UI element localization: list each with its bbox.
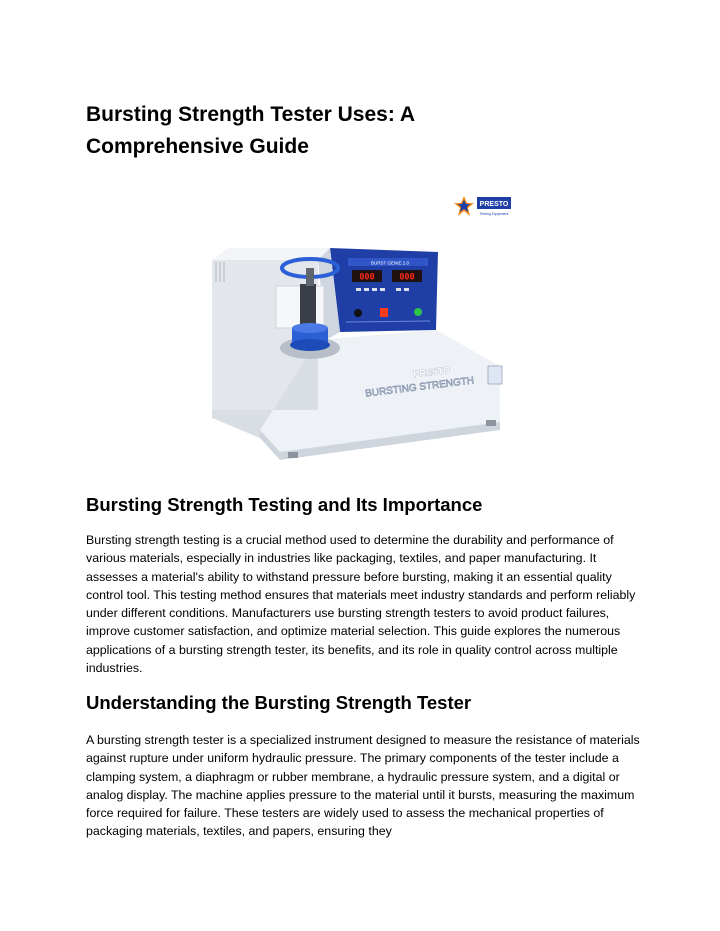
logo-tagline: Testing Equipment bbox=[479, 212, 509, 216]
section-body-understanding: A bursting strength tester is a specialized instrument designed to measure the resistance of materials against rupture under uniform hydraulic pressure. The primary components of the tester include a clamping system, a diaphragm or rubber membrane, a hydraulic pressure system, and a digital or analog display. The machine applies pressure to the material until it bursts, measuring the maximum force required for failure. These testers are widely used to assess the mechanical properties of packaging materials, textiles, and papers, ensuring they bbox=[86, 733, 640, 839]
product-figure bbox=[200, 190, 530, 460]
presto-logo bbox=[454, 196, 511, 216]
logo-brand: PRESTO bbox=[479, 201, 509, 208]
display-right: 000 bbox=[399, 272, 415, 283]
bursting-tester-image bbox=[200, 190, 530, 460]
display-left: 000 bbox=[359, 272, 375, 283]
page-title: Bursting Strength Tester Uses: A Comprehensive Guide bbox=[86, 103, 415, 158]
section-heading-importance: Bursting Strength Testing and Its Importance bbox=[86, 494, 483, 515]
section-heading-understanding: Understanding the Bursting Strength Tester bbox=[86, 692, 472, 713]
machine-brand: PRESTO bbox=[412, 364, 451, 380]
section-body-importance: Bursting strength testing is a crucial method used to determine the durability and performance of various materials, especially in industries like packaging, textiles, and paper manufacturing. It assesses a material's ability to withstand pressure before bursting, making it an essential quality control tool. This testing method ensures that materials meet industry standards and perform reliably under different conditions. Manufacturers use bursting strength testers to avoid product failures, improve customer satisfaction, and optimize material selection. This guide explores the numerous applications of a bursting strength tester, its benefits, and its role in quality control across multiple industries. bbox=[86, 533, 636, 676]
machine-model-label: BURSTING STRENGTH bbox=[364, 375, 475, 400]
machine-body bbox=[212, 248, 502, 460]
panel-title: BURST GENIE 2.0 bbox=[371, 260, 409, 266]
